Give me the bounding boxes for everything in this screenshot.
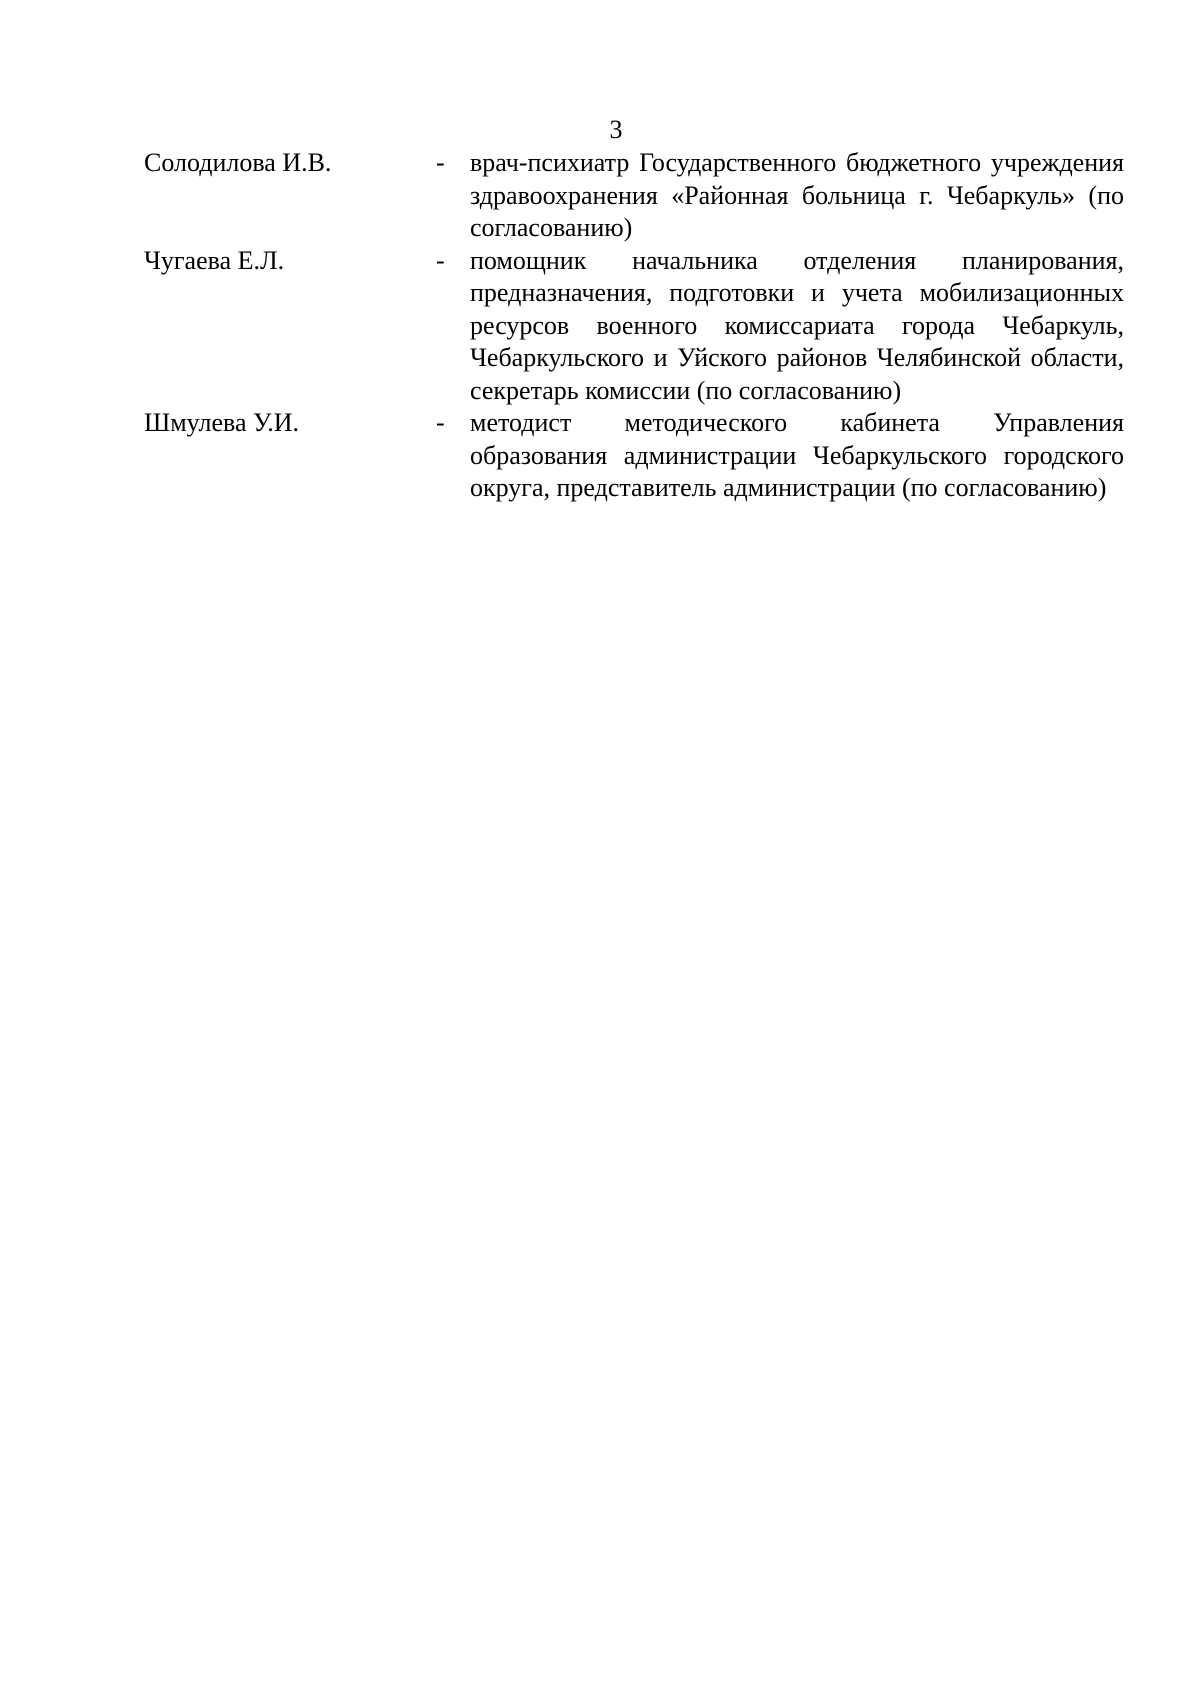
member-dash: - bbox=[436, 245, 445, 275]
member-name: Солодилова И.В. bbox=[144, 148, 332, 177]
commission-members-list bbox=[144, 147, 1124, 505]
member-name: Шмулева У.И. bbox=[144, 408, 299, 437]
member-role: врач-психиатр Государственного бюджетного учреждения здравоохранения «Районная больница г. Чебаркуль» (по согласованию) bbox=[470, 148, 1124, 242]
member-name: Чугаева Е.Л. bbox=[144, 245, 285, 275]
member-role: методист методического кабинета Управления образования администрации Чебаркульского городского округа, представитель администрации (по согласованию) bbox=[470, 408, 1124, 502]
page-number: 3 bbox=[609, 115, 623, 144]
member-dash: - bbox=[436, 148, 445, 177]
member-dash: - bbox=[436, 408, 445, 437]
member-row bbox=[144, 147, 1124, 245]
member-row bbox=[144, 407, 1124, 505]
member-role: помощник начальника отделения планирования, предназначения, подготовки и учета мобилизационных ресурсов военного комиссариата города Чебаркуль, Чебаркульского и Уйского районов Челябинской области, секретарь комиссии (по согласованию) bbox=[470, 245, 1124, 405]
member-row bbox=[144, 245, 1124, 408]
